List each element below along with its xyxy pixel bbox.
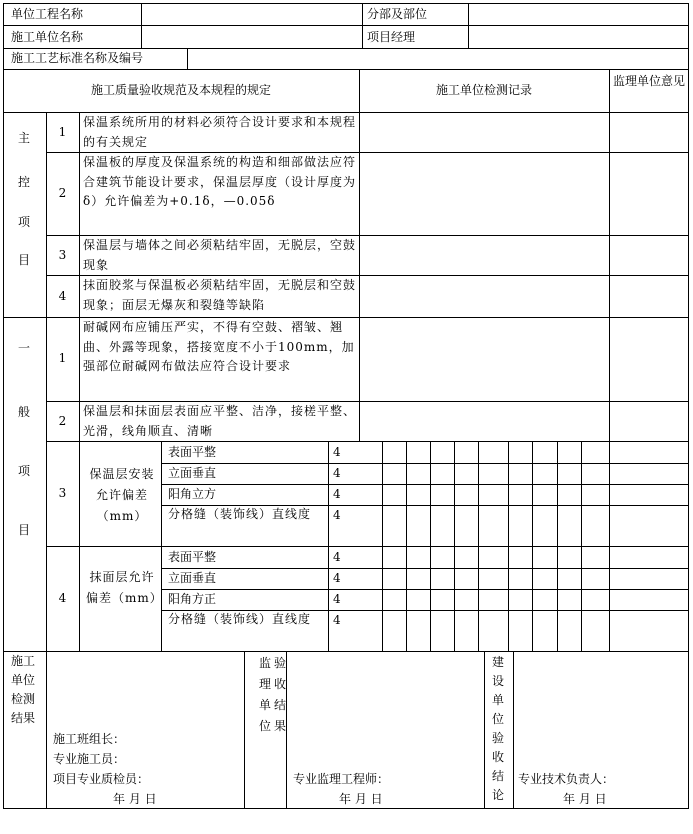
record-column-header: 施工单位检测记录	[435, 83, 532, 97]
tolerance-item: 阳角立方	[168, 487, 217, 501]
general-item-2-text: 保温层和抹面层表面应平整、洁净，接槎平整、光滑，线角顺直、清晰	[83, 404, 357, 438]
main-item-3-number: 3	[58, 248, 67, 262]
tolerance-item: 立面垂直	[168, 571, 217, 585]
tolerance-item: 分格缝（装饰线）直线度	[168, 507, 312, 521]
standard-label: 施工工艺标准名称及编号	[11, 51, 144, 65]
tolerance-value: 4	[333, 571, 341, 585]
supervisor-opinion-header: 监理单位意见	[612, 74, 685, 88]
inspection-form: 单位工程名称 分部及部位 施工单位名称 项目经理 施工工艺标准名称及编号 施工质量验收规范及本规程的规定 施工单位检测记录 监理单位意见 主 控 项 目 1 保温系统所用的材料必须符合设计要求和本规程的有关规定 2 保温板的厚度及保温系统的构造和细部做法应符合建筑节能设计要求，保温层厚度（设计厚度为δ）允许偏差为+0.1δ，—0.05δ 3 保温层与墙体之间必须粘结牢固，无脱层，空鼓现象 4 抹面胶浆与保温板必须粘结牢固，无脱层和空鼓现象；面层无爆灰和裂缝等缺陷 一 般 项 目 1 耐碱网布应铺压严实，不得有空鼓、褶皱、翘曲、外露等现象，搭接宽度不小于100mm，加强部位耐碱网布做法应符合设计要求 2 保温层和抹面层表面应平整、洁净，接槎平整、光滑，线角顺直、清晰 3 保温层安装允许偏差（mm） 表面平整 4 立面垂直 4 阳角立方 4 分格缝（装饰线）直线度 4 4 抹面层允许偏差（mm） 表面平整 4 立面垂直 4 阳角方正 4 分格缝（装饰线）直线度 4 施工 单位 检测 结果 施工班组长： 专业施工员： 项目专业质检员： 年 月 日 监 理 单 位 验 收 结 果 专业监理工程师： 年 月 日 建 设 单 位 验 收 结 论 专业技术负责人： 年 月 日	[3, 3, 689, 829]
tolerance-value: 4	[333, 445, 341, 459]
project-manager-label: 项目经理	[367, 30, 416, 44]
tolerance-value: 4	[333, 613, 341, 627]
tolerance-item: 立面垂直	[168, 466, 217, 480]
tolerance-item: 分格缝（装饰线）直线度	[168, 612, 312, 626]
main-item-2-number: 2	[58, 186, 67, 200]
tolerance-value: 4	[333, 508, 341, 522]
tolerance-value: 4	[333, 550, 341, 564]
tolerance-value: 4	[333, 592, 341, 606]
contractor-date: 年 月 日	[113, 792, 157, 806]
contractor-label: 施工单位名称	[11, 30, 84, 44]
supervisor-date: 年 月 日	[339, 792, 383, 806]
constructor-label: 专业施工员：	[53, 752, 126, 766]
group-3-name: 保温层安装允许偏差（mm）	[89, 467, 155, 523]
main-item-2-text: 保温板的厚度及保温系统的构造和细部做法应符合建筑节能设计要求，保温层厚度（设计厚度为δ）允许偏差为+0.1δ，—0.05δ	[83, 155, 357, 208]
spec-column-header: 施工质量验收规范及本规程的规定	[90, 83, 271, 97]
group-4-number: 4	[58, 591, 67, 605]
general-item-1-number: 1	[58, 351, 67, 365]
group-3-number: 3	[58, 486, 67, 500]
general-item-1-text: 耐碱网布应铺压严实，不得有空鼓、褶皱、翘曲、外露等现象，搭接宽度不小于100mm，加强部位耐碱网布做法应符合设计要求	[83, 320, 355, 373]
tech-lead-label: 专业技术负责人：	[518, 772, 615, 786]
tolerance-value: 4	[333, 466, 341, 480]
division-label: 分部及部位	[367, 7, 428, 21]
qc-inspector-label: 项目专业质检员：	[53, 772, 150, 786]
main-item-4-text: 抹面胶浆与保温板必须粘结牢固，无脱层和空鼓现象；面层无爆灰和裂缝等缺陷	[83, 278, 357, 312]
tolerance-value: 4	[333, 487, 341, 501]
tolerance-item: 阳角方正	[168, 592, 217, 606]
project-name-label: 单位工程名称	[11, 7, 84, 21]
team-leader-label: 施工班组长：	[53, 732, 126, 746]
main-item-1-number: 1	[58, 125, 67, 139]
main-item-4-number: 4	[58, 289, 67, 303]
owner-date: 年 月 日	[563, 792, 607, 806]
tolerance-item: 表面平整	[168, 550, 217, 564]
general-item-2-number: 2	[58, 414, 67, 428]
main-item-1-text: 保温系统所用的材料必须符合设计要求和本规程的有关规定	[83, 115, 357, 149]
supervising-engineer-label: 专业监理工程师：	[293, 772, 390, 786]
tolerance-item: 表面平整	[168, 445, 217, 459]
group-4-name: 抹面层允许偏差（mm）	[86, 570, 163, 605]
main-item-3-text: 保温层与墙体之间必须粘结牢固，无脱层，空鼓现象	[83, 238, 357, 272]
main-control-label-char: 目	[17, 253, 30, 267]
